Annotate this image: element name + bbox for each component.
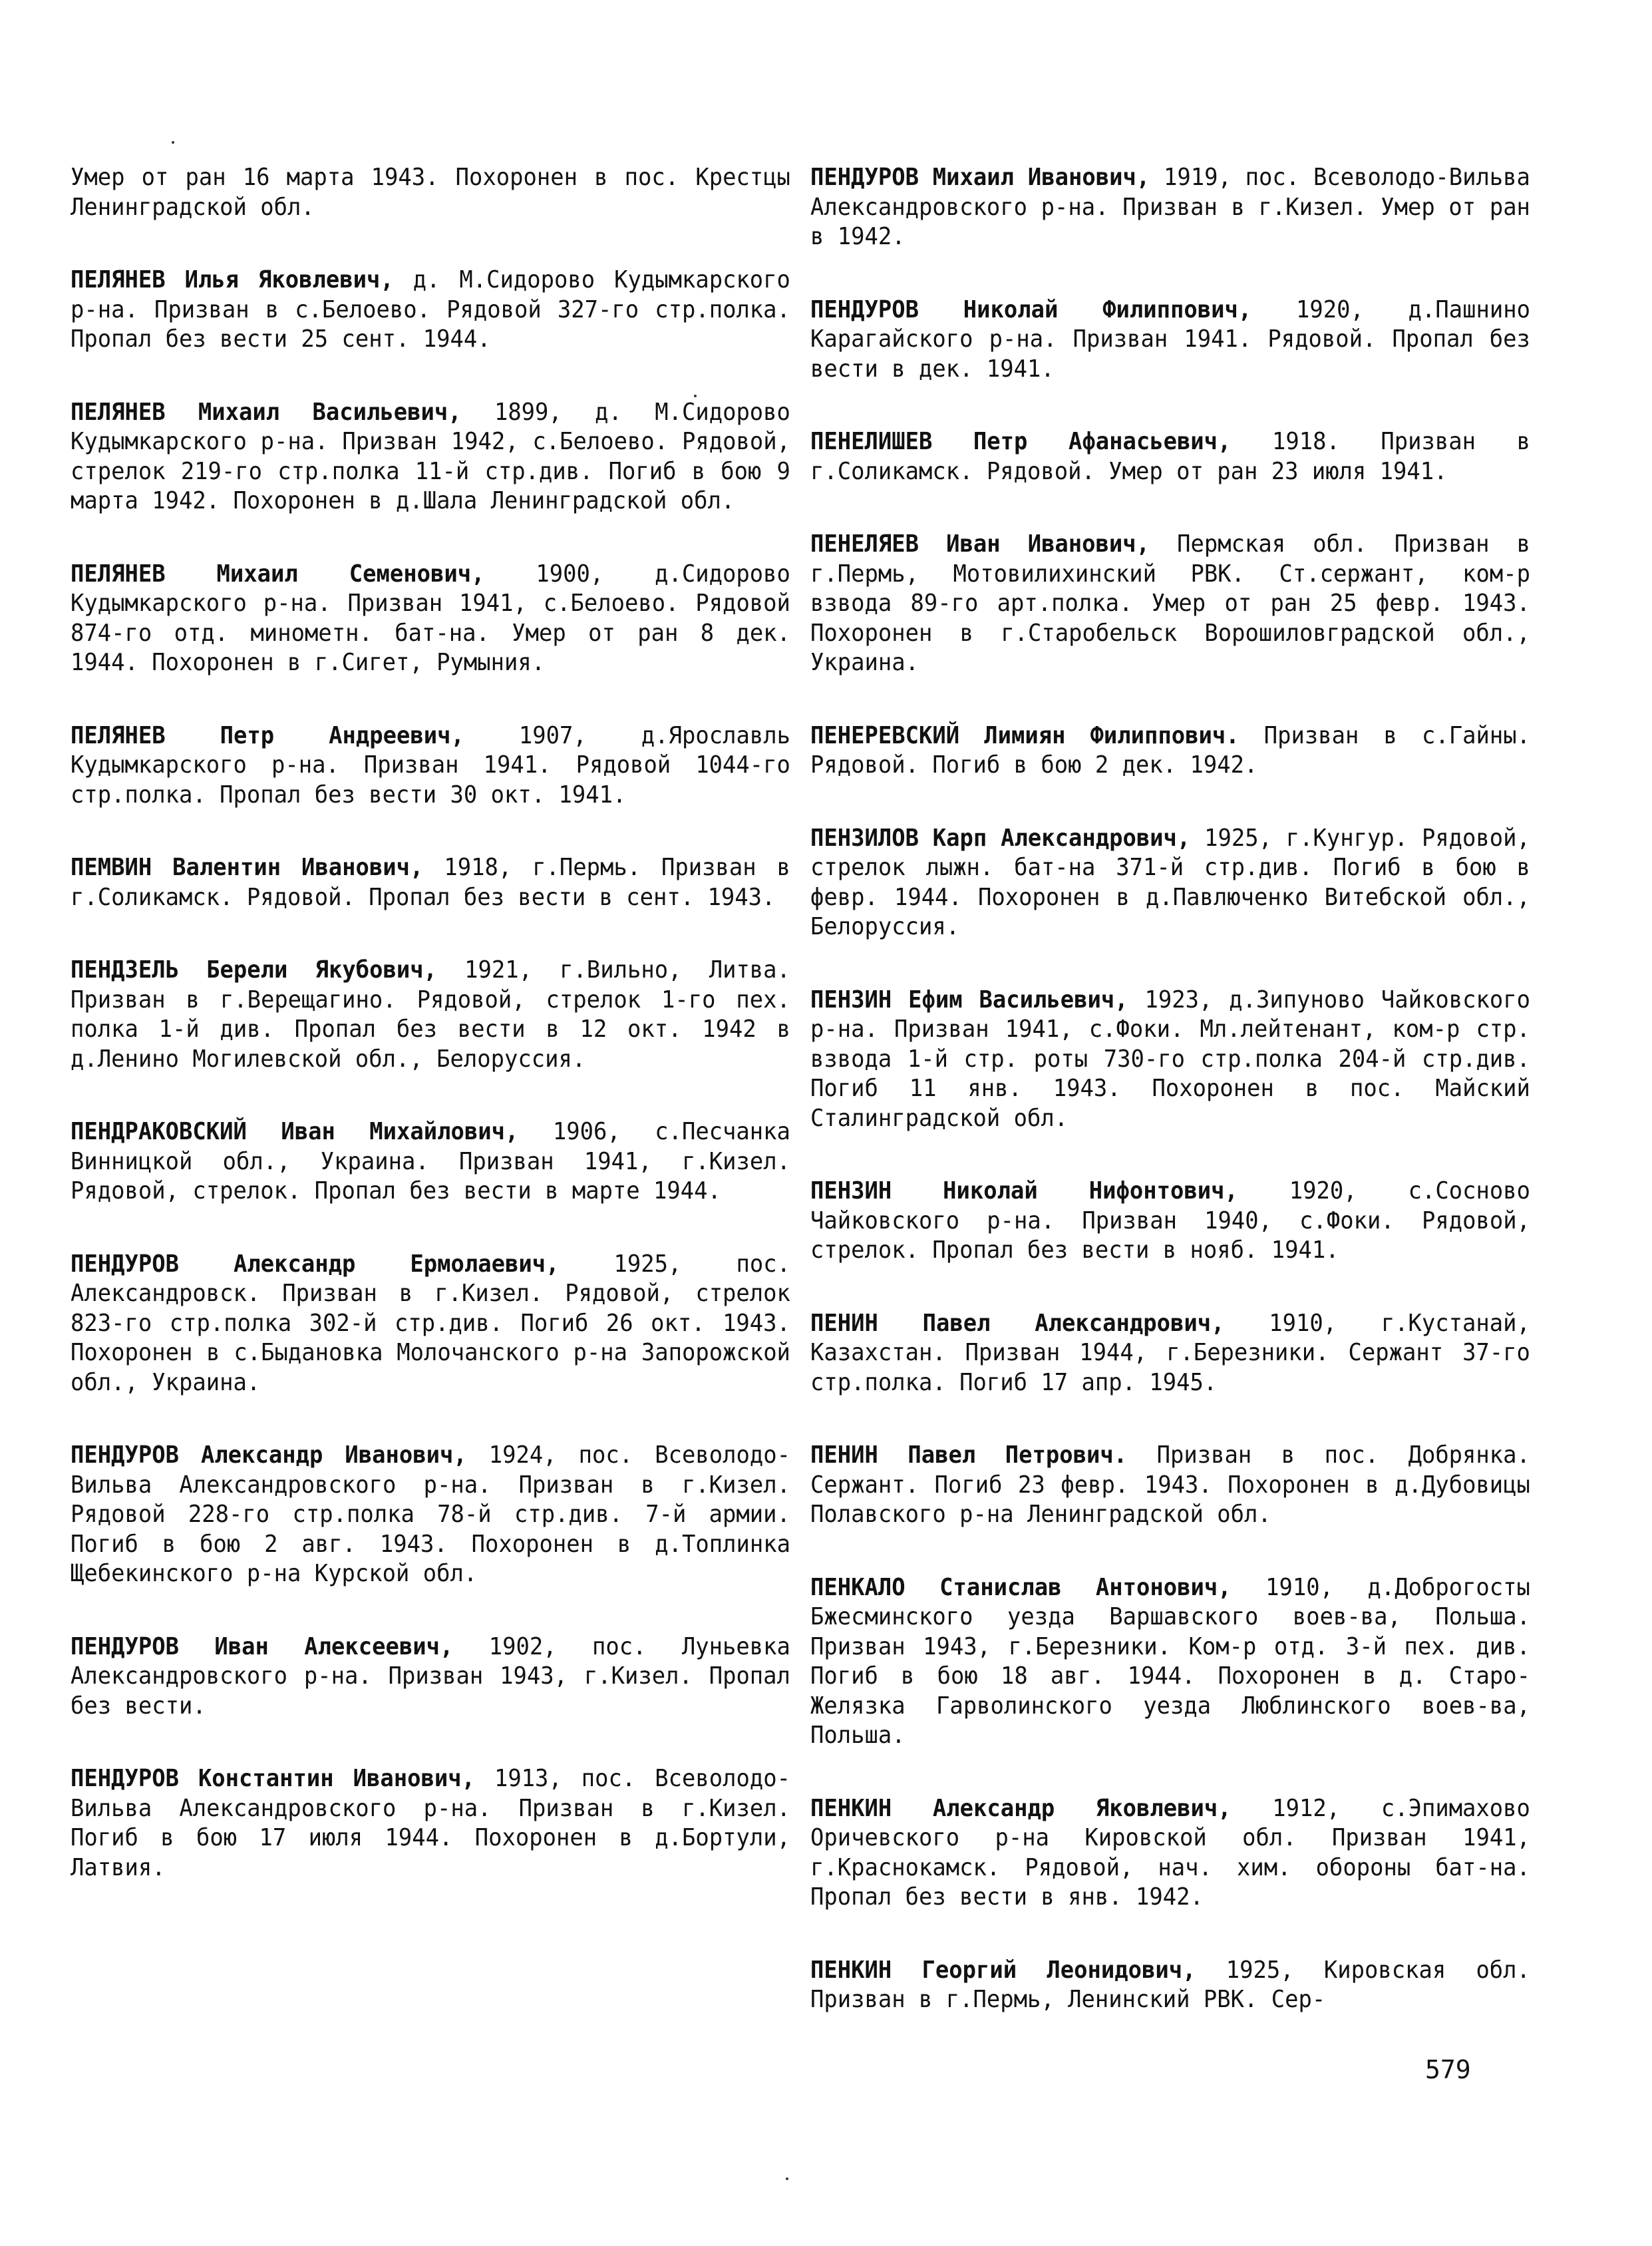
entry-text: 1924, пос. Всеволодо-Вильва Александровского р-на. Призван в г.Кизел. Рядовой 228-го стр.полка 78-й стр.див. 7-й армии. Погиб в бою 2 авг. 1943. Похоронен в д.Топлинка Щебекинского р-на Курской обл. (71, 1441, 790, 1587)
entry (810, 295, 1530, 385)
entry-name: ПЕЛЯНЕВ Михаил Васильевич, (71, 398, 462, 426)
entry (71, 163, 790, 222)
entry (71, 1632, 790, 1722)
entry-name: ПЕНКАЛО Станислав Антонович, (810, 1573, 1232, 1601)
entry-text: 1900, д.Сидорово Кудымкарского р-на. Призван 1941, с.Белоево. Рядовой 874-го отд. минометн. бат-на. Умер от ран 8 дек. 1944. Похоронен в г.Сигет, Румыния. (71, 560, 790, 676)
entry-text: Призван в с.Гайны. Рядовой. Погиб в бою 2 дек. 1942. (810, 721, 1530, 779)
entry-text: 1923, д.Зипуново Чайковского р-на. Призван 1941, с.Фоки. Мл.лейтенант, ком-р стр. взвода 1-й стр. роты 730-го стр.полка 204-й стр.див. Погиб 11 янв. 1943. Похоронен в пос. Майский Сталинградской обл. (810, 986, 1530, 1132)
entry-name: ПЕЛЯНЕВ Михаил Семенович, (71, 560, 485, 588)
entry-name: ПЕНИН Павел Петрович. (810, 1441, 1128, 1469)
entry (71, 560, 790, 678)
entry-name: ПЕНЗИН Николай Нифонтович, (810, 1177, 1238, 1205)
entry-name: ПЕНКИН Георгий Леонидович, (810, 1956, 1196, 1984)
entry-name: ПЕНДУРОВ Иван Алексеевич, (71, 1632, 454, 1660)
entry (71, 1441, 790, 1589)
entry-text: 1912, с.Эпимахово Оричевского р-на Кировской обл. Призван 1941, г.Краснокамск. Рядовой, нач. хим. обороны бат-на. Пропал без вести в янв. 1942. (810, 1794, 1530, 1911)
page-number: 579 (1425, 2055, 1471, 2084)
entry-name: ПЕНЕРЕВСКИЙ Лимиян Филиппович. (810, 721, 1239, 749)
entry (71, 266, 790, 355)
entry-text: Пермская обл. Призван в г.Пермь, Мотовилихинский РВК. Ст.сержант, ком-р взвода 89-го арт.полка. Умер от ран 25 февр. 1943. Похоронен в г.Старобельск Ворошиловградской обл., Украина. (810, 530, 1530, 676)
entry (71, 853, 790, 912)
entry (71, 1117, 790, 1207)
entry-name: ПЕМВИН Валентин Иванович, (71, 854, 424, 881)
entry-name: ПЕНДУРОВ Михаил Иванович, (810, 164, 1150, 191)
entry-name: ПЕНКИН Александр Яковлевич, (810, 1794, 1232, 1822)
entry-name: ПЕНДУРОВ Николай Филиппович, (810, 295, 1252, 323)
entry-name: ПЕЛЯНЕВ Петр Андреевич, (71, 721, 464, 749)
entry (810, 1573, 1530, 1751)
entry (810, 1441, 1530, 1530)
entry-name: ПЕНЕЛИШЕВ Петр Афанасьевич, (810, 428, 1232, 455)
entry (810, 530, 1530, 678)
scan-speck (172, 141, 174, 144)
entry-name: ПЕЛЯНЕВ Илья Яковлевич, (71, 266, 394, 293)
entry-name: ПЕНЗИН Ефим Васильевич, (810, 986, 1128, 1014)
entry (71, 1250, 790, 1398)
entry-text: 1913, пос. Всеволодо-Вильва Александровского р-на. Призван в г.Кизел. Погиб в бою 17 июля 1944. Похоронен в д.Бортули, Латвия. (71, 1765, 790, 1881)
entry (810, 824, 1530, 942)
entry (810, 986, 1530, 1134)
entry-name: ПЕНЕЛЯЕВ Иван Иванович, (810, 530, 1150, 558)
entry-name: ПЕНДУРОВ Александр Иванович, (71, 1441, 467, 1469)
entry (810, 1309, 1530, 1398)
right-column (810, 163, 1530, 2058)
entry-text: 1921, г.Вильно, Литва. Призван в г.Верещагино. Рядовой, стрелок 1-го пех. полка 1-й див. Пропал без вести в 12 окт. 1942 в д.Ленино Могилевской обл., Белоруссия. (71, 956, 790, 1073)
scan-speck (694, 395, 697, 397)
entry-text: Умер от ран 16 марта 1943. Похоронен в пос. Крестцы Ленинградской обл. (71, 164, 790, 221)
entry-text: 1919, пос. Всеволодо-Вильва Александровского р-на. Призван в г.Кизел. Умер от ран в 1942. (810, 164, 1530, 250)
entry-text: 1920, с.Сосново Чайковского р-на. Призван 1940, с.Фоки. Рядовой, стрелок. Пропал без вести в нояб. 1941. (810, 1177, 1530, 1264)
entry-text: 1902, пос. Луньевка Александровского р-на. Призван 1943, г.Кизел. Пропал без вести. (71, 1632, 790, 1720)
entry-text: 1925, г.Кунгур. Рядовой, стрелок лыжн. бат-на 371-й стр.див. Погиб в бою в февр. 1944. Похоронен в д.Павлюченко Витебской обл., Белоруссия. (810, 824, 1530, 940)
entry (810, 427, 1530, 486)
left-column (71, 163, 790, 1926)
entry-text: 1918, г.Пермь. Призван в г.Соликамск. Рядовой. Пропал без вести в сент. 1943. (71, 854, 790, 911)
entry (71, 956, 790, 1074)
entry (810, 721, 1530, 781)
entry (810, 1177, 1530, 1266)
entry-name: ПЕНИН Павел Александрович, (810, 1309, 1225, 1337)
entry-name: ПЕНДЗЕЛЬ Берели Якубович, (71, 956, 437, 984)
entry (71, 721, 790, 811)
entry-name: ПЕНДУРОВ Александр Ермолаевич, (71, 1250, 560, 1278)
entry-text: 1907, д.Ярославль Кудымкарского р-на. Призван 1941. Рядовой 1044-го стр.полка. Пропал без вести 30 окт. 1941. (71, 721, 790, 809)
entry-text: 1910, г.Кустанай, Казахстан. Призван 1944, г.Березники. Сержант 37-го стр.полка. Погиб 17 апр. 1945. (810, 1309, 1530, 1396)
entry (810, 1956, 1530, 2015)
entry (71, 1764, 790, 1883)
entry-text: д. М.Сидорово Кудымкарского р-на. Призван в с.Белоево. Рядовой 327-го стр.полка. Пропал без вести 25 сент. 1944. (71, 266, 790, 353)
entry-text: 1918. Призван в г.Соликамск. Рядовой. Умер от ран 23 июля 1941. (810, 428, 1530, 485)
entry-text: 1910, д.Доброгосты Бжесминского уезда Варшавского воев-ва, Польша. Призван 1943, г.Березники. Ком-р отд. 3-й пех. див. Погиб в бою 18 авг. 1944. Похоронен в д. Старо-Желязка Гарволинского уезда Люблинского воев-ва, Польша. (810, 1573, 1530, 1749)
entry-text: Призван в пос. Добрянка. Сержант. Погиб 23 февр. 1943. Похоронен в д.Дубовицы Полавского р-на Ленинградской обл. (810, 1441, 1530, 1528)
entry-text: 1925, Кировская обл. Призван в г.Пермь, Ленинский РВК. Сер- (810, 1956, 1530, 2013)
entry-text: 1906, с.Песчанка Винницкой обл., Украина. Призван 1941, г.Кизел. Рядовой, стрелок. Пропал без вести в марте 1944. (71, 1118, 790, 1205)
entry-name: ПЕНДРАКОВСКИЙ Иван Михайлович, (71, 1118, 519, 1145)
entry-text: 1899, д. М.Сидорово Кудымкарского р-на. Призван 1942, с.Белоево. Рядовой, стрелок 219-го стр.полка 11-й стр.див. Погиб в бою 9 марта 1942. Похоронен в д.Шала Ленинградской обл. (71, 398, 790, 514)
entry (810, 163, 1530, 252)
entry-text: 1925, пос. Александровск. Призван в г.Кизел. Рядовой, стрелок 823-го стр.полка 302-й стр.див. Погиб 26 окт. 1943. Похоронен в с.Быдановка Молочанского р-на Запорожской обл., Украина. (71, 1250, 790, 1396)
entry (71, 398, 790, 516)
entry-name: ПЕНЗИЛОВ Карп Александрович, (810, 824, 1191, 852)
entry-name: ПЕНДУРОВ Константин Иванович, (71, 1765, 475, 1792)
entry (810, 1794, 1530, 1913)
entry-text: 1920, д.Пашнино Карагайского р-на. Призван 1941. Рядовой. Пропал без вести в дек. 1941. (810, 295, 1530, 383)
scan-speck (786, 2177, 788, 2180)
